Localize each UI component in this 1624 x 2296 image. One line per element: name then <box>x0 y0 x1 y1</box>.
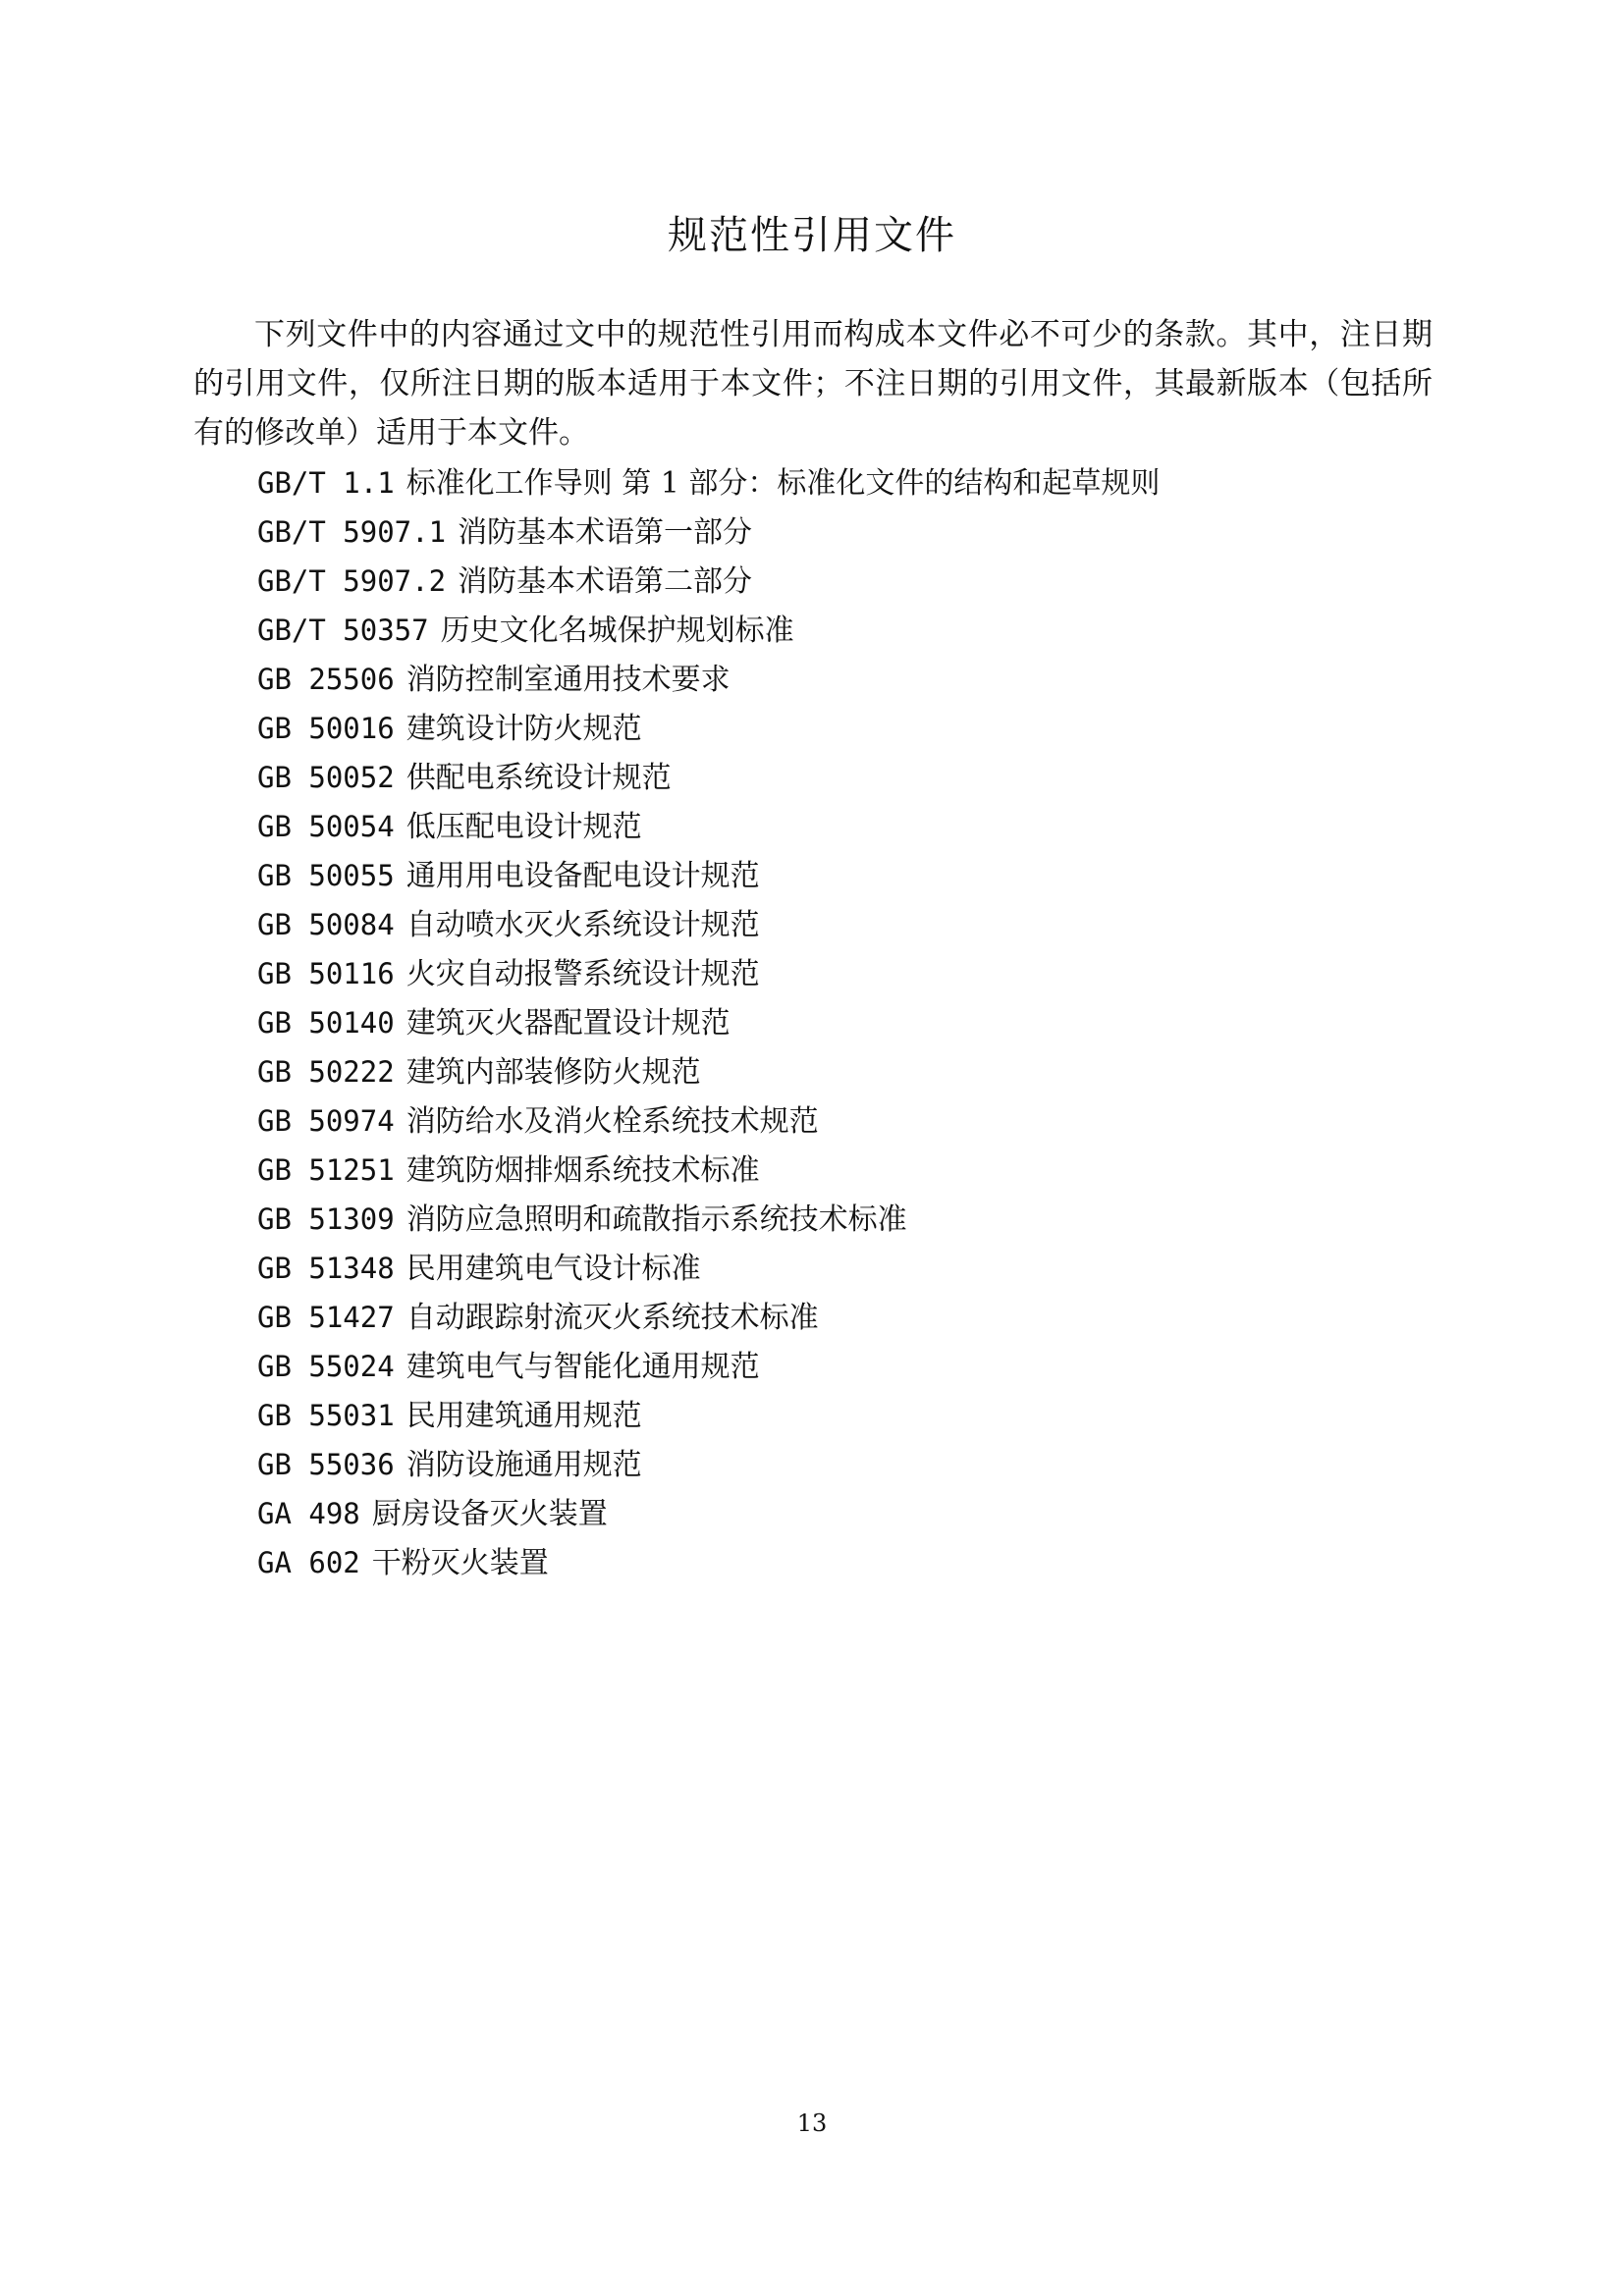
reference-title: 消防基本术语第二部分 <box>458 564 753 599</box>
reference-code: GB 50116 <box>257 957 395 990</box>
reference-title: 消防应急照明和疏散指示系统技术标准 <box>406 1202 907 1237</box>
list-item <box>257 1342 1435 1391</box>
list-item <box>257 802 1435 851</box>
list-item <box>257 1146 1435 1195</box>
list-item <box>257 507 1435 557</box>
reference-title: 通用用电设备配电设计规范 <box>406 859 760 893</box>
list-item <box>257 1538 1435 1587</box>
reference-code: GB 55024 <box>257 1350 395 1383</box>
list-item <box>257 851 1435 900</box>
reference-title: 标准化工作导则 第 1 部分：标准化文件的结构和起草规则 <box>406 466 1161 501</box>
reference-title: 低压配电设计规范 <box>406 810 642 844</box>
reference-title: 厨房设备灭火装置 <box>371 1497 608 1531</box>
reference-code: GB 25506 <box>257 663 395 696</box>
reference-code: GB 50084 <box>257 908 395 941</box>
reference-title: 建筑电气与智能化通用规范 <box>406 1350 760 1384</box>
page-title: 规范性引用文件 <box>668 213 956 258</box>
list-item <box>257 557 1435 606</box>
reference-title: 建筑内部装修防火规范 <box>406 1055 701 1090</box>
reference-code: GB 55031 <box>257 1399 395 1432</box>
page-number: 13 <box>796 2109 828 2137</box>
list-item <box>257 998 1435 1047</box>
reference-title: 消防给水及消火栓系统技术规范 <box>406 1104 819 1139</box>
list-item <box>257 1195 1435 1244</box>
intro-paragraph: 下列文件中的内容通过文中的规范性引用而构成本文件必不可少的条款。其中，注日期的引用文件，仅所注日期的版本适用于本文件；不注日期的引用文件，其最新版本（包括所有的修改单）适用于本文件。 <box>193 317 1433 451</box>
list-item <box>257 458 1435 507</box>
reference-code: GB 51309 <box>257 1202 395 1236</box>
list-item <box>257 1244 1435 1293</box>
list-item <box>257 704 1435 753</box>
list-item <box>257 1096 1435 1146</box>
reference-code: GB/T 5907.1 <box>257 515 447 549</box>
reference-code: GB 50974 <box>257 1104 395 1138</box>
reference-code: GB 50016 <box>257 712 395 745</box>
list-item <box>257 1293 1435 1342</box>
reference-title: 建筑灭火器配置设计规范 <box>406 1006 731 1041</box>
reference-code: GB 51348 <box>257 1252 395 1285</box>
reference-title: 消防控制室通用技术要求 <box>406 663 731 697</box>
reference-title: 消防基本术语第一部分 <box>458 515 753 550</box>
list-item <box>257 900 1435 949</box>
reference-code: GA 498 <box>257 1497 360 1530</box>
reference-title: 火灾自动报警系统设计规范 <box>406 957 760 991</box>
reference-code: GB 50140 <box>257 1006 395 1040</box>
reference-title: 建筑防烟排烟系统技术标准 <box>406 1153 760 1188</box>
reference-title: 消防设施通用规范 <box>406 1448 642 1482</box>
list-item <box>257 606 1435 655</box>
reference-list <box>257 458 1435 1587</box>
list-item <box>257 1047 1435 1096</box>
reference-title: 民用建筑电气设计标准 <box>406 1252 701 1286</box>
reference-code: GB 51427 <box>257 1301 395 1334</box>
reference-code: GB 50055 <box>257 859 395 892</box>
reference-title: 民用建筑通用规范 <box>406 1399 642 1433</box>
list-item <box>257 1440 1435 1489</box>
reference-code: GB/T 1.1 <box>257 466 395 500</box>
reference-title: 自动喷水灭火系统设计规范 <box>406 908 760 942</box>
reference-code: GB 50222 <box>257 1055 395 1089</box>
reference-code: GB 55036 <box>257 1448 395 1481</box>
reference-title: 供配电系统设计规范 <box>406 761 672 795</box>
reference-code: GB 50052 <box>257 761 395 794</box>
reference-title: 干粉灭火装置 <box>371 1546 549 1580</box>
list-item <box>257 949 1435 998</box>
reference-code: GB/T 5907.2 <box>257 564 447 598</box>
list-item <box>257 1489 1435 1538</box>
reference-title: 自动跟踪射流灭火系统技术标准 <box>406 1301 819 1335</box>
reference-code: GB 50054 <box>257 810 395 843</box>
list-item <box>257 1391 1435 1440</box>
reference-code: GA 602 <box>257 1546 360 1579</box>
list-item <box>257 753 1435 802</box>
reference-title: 建筑设计防火规范 <box>406 712 642 746</box>
reference-code: GB/T 50357 <box>257 614 429 647</box>
list-item <box>257 655 1435 704</box>
reference-code: GB 51251 <box>257 1153 395 1187</box>
reference-title: 历史文化名城保护规划标准 <box>440 614 794 648</box>
